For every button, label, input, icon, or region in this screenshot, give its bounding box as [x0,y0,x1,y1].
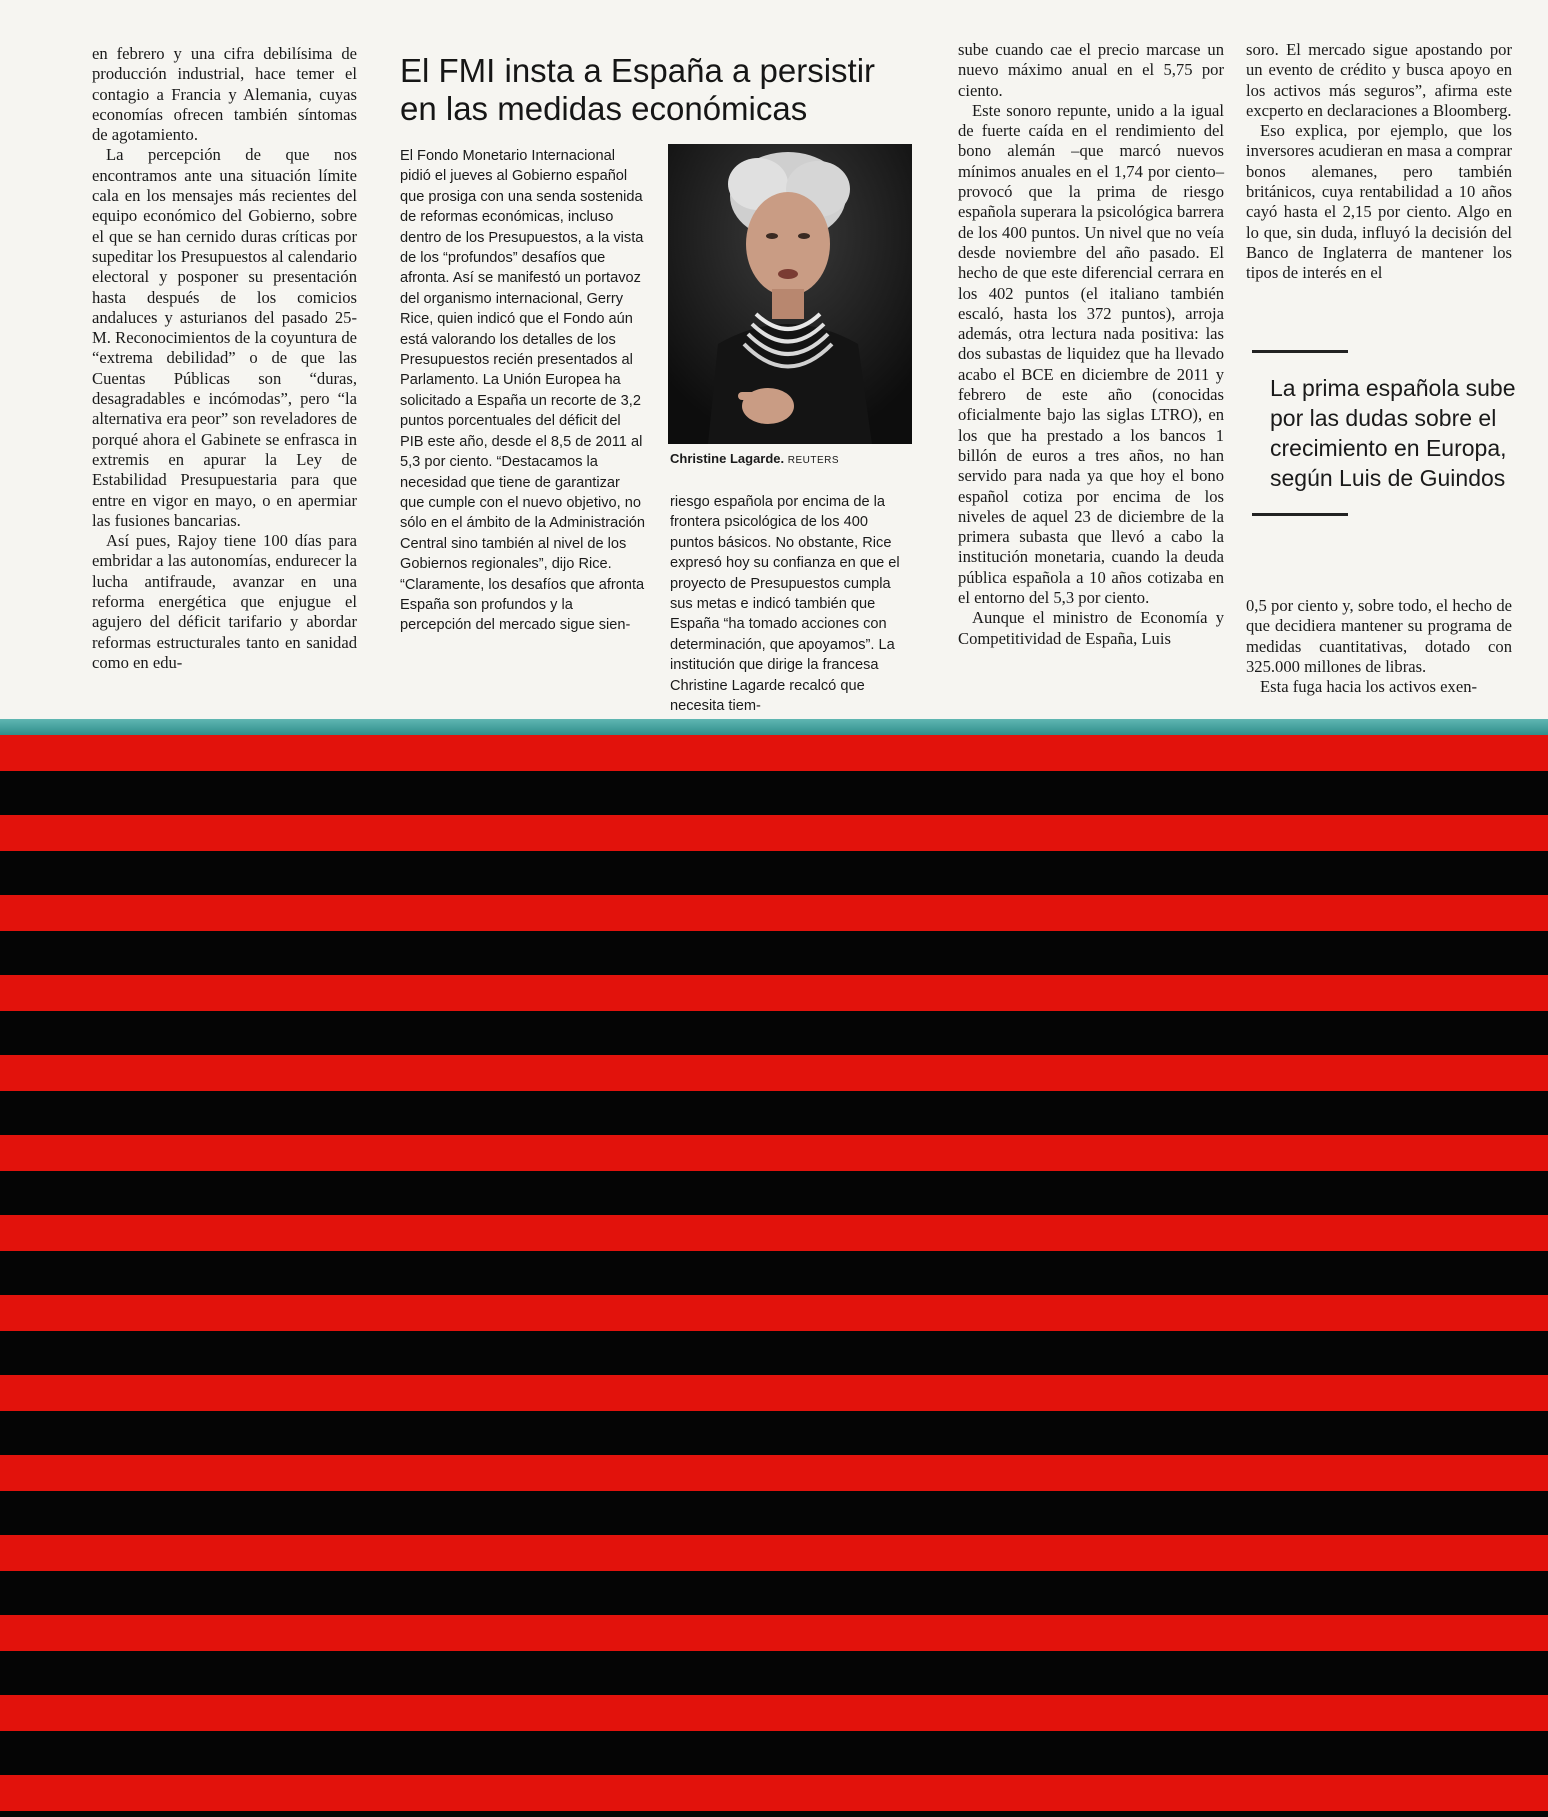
paragraph: Aunque el ministro de Economía y Competitividad de España, Luis [958,608,1224,648]
portrait-image [668,144,912,444]
paragraph: La percepción de que nos encontramos ante una situación límite cala en los mensajes más recientes del equipo económico del Gobierno, sobre el que se han cernido duras críticas por supeditar los Presupuestos al calendario electoral y posponer su presentación hasta después de los comicios andaluces y asturianos del pasado 25-M. Reconocimientos de la coyuntura de “extrema debilidad” o de que las Cuentas Públicas son “duras, desagradables e incómodas”, pero “la alternativa era peor” son reveladores de porqué ahora el Gabinete se enfrasca in extremis en apurar la Ley de Estabilidad Presupuestaria para que entre en vigor en mayo, o en apermiar las fusiones bancarias. [92,145,357,530]
sidebar-paragraph: El Fondo Monetario Internacional pidió el jueves al Gobierno español que prosiga con una senda sostenida de reformas económicas, incluso dentro de los Presupuestos, a la vista de los “profundos” desafíos que afronta. Así se manifestó un portavoz del organismo internacional, Gerry Rice, quien indicó que el Fondo aún está valorando los detalles de los Presupuestos recién presentados al Parlamento. La Unión Europea ha solicitado a España un recorte de 3,2 puntos porcentuales del déficit del PIB este año, desde el 8,5 de 2011 al 5,3 por ciento. “Destacamos la necesidad que tiene de garantizar que cumple con el nuevo objetivo, no sólo en el ámbito de la Administración Central sino también al nivel de los Gobiernos regionales”, dijo Rice. “Claramente, los desafíos que afronta España son profundos y la percepción del mercado sigue sien- [400,148,645,634]
scan-band [0,719,1548,735]
newspaper-page [0,0,1548,735]
lagarde-photo [668,144,912,444]
caption-credit: REUTERS [787,455,840,466]
pull-quote-rule-bottom [1252,513,1348,516]
photo-caption [670,451,914,466]
caption-name: Christine Lagarde. [670,451,785,466]
article-column-1 [92,44,357,673]
paragraph: sube cuando cae el precio marcase un nuevo máximo anual en el 5,75 por ciento. [958,40,1224,100]
article-column-3 [958,40,1224,649]
paragraph: soro. El mercado sigue apostando por un evento de crédito y busca apoyo en los activos más seguros”, afirma este excperto en declaraciones a Bloomberg. [1246,40,1512,120]
paragraph: Así pues, Rajoy tiene 100 días para embridar a las autonomías, endurecer la lucha antifraude, avanzar en una reforma energética que enjugue el agujero del déficit tarifario y abordar reformas estructurales tanto en sanidad como en edu- [92,531,357,672]
article-column-4-continued [1246,596,1512,697]
sidebar-paragraph: riesgo española por encima de la frontera psicológica de los 400 puntos básicos. No obstante, Rice expresó hoy su confianza en que el proyecto de Presupuestos cumpla sus metas e indicó también que España “ha tomado acciones con determinación, que apoyamos”. La institución que dirige la francesa Christine Lagarde recalcó que necesita tiem- [670,494,900,715]
sidebar-column-right [670,492,915,716]
paragraph: Eso explica, por ejemplo, que los inversores acudieran en masa a comprar bonos alemanes, pero también británicos, cuya rentabilidad a 10 años cayó hasta el 2,15 por ciento. Algo en lo que, sin duda, influyó la decisión del Banco de Inglaterra de mantener los tipos de interés en el [1246,121,1512,283]
paragraph: 0,5 por ciento y, sobre todo, el hecho de que decidiera mantener su programa de medidas cuantitativas, dotado con 325.000 millones de libras. [1246,596,1512,676]
pull-quote-text: La prima española sube por las dudas sobre el crecimiento en Europa, según Luis de Guindos [1270,375,1516,491]
paragraph: Este sonoro repunte, unido a la igual de fuerte caída en el rendimiento del bono alemán –que marcó nuevos mínimos anuales en el 1,74 por ciento– provocó que la prima de riesgo española superara la psicológica barrera de los 400 puntos. Un nivel que no veía desde noviembre del año pasado. El hecho de que este diferencial cerrara en los 402 puntos (el italiano también escaló, hasta los 372 puntos), arroja además, otra lectura nada positiva: las dos subastas de liquidez que ha llevado acabo el BCE en diciembre de 2011 y febrero de este año (conocidas oficialmente bajo las siglas LTRO), en los que ha prestado a los bancos 1 billón de euros a tres años, no han servido para nada ya que hoy el bono español cotiza por encima de los niveles de aquel 23 de diciembre de la primera subasta que llevó a cabo la institución monetaria, cuando la deuda pública española a 10 años cotizaba en el entorno del 5,3 por ciento. [958,100,1224,608]
sidebar-column-left [400,146,645,636]
article-column-4 [1246,40,1512,284]
sidebar-headline: El FMI insta a España a persistir en las medidas económicas [400,52,876,127]
pull-quote [1252,350,1522,516]
paragraph: Esta fuga hacia los activos exen- [1260,677,1478,697]
corrupted-scan-area [0,735,1548,1817]
paragraph: en febrero y una cifra debilísima de producción industrial, hace temer el contagio a Francia y Alemania, cuyas economías ofrecen también síntomas de agotamiento. [92,44,357,145]
